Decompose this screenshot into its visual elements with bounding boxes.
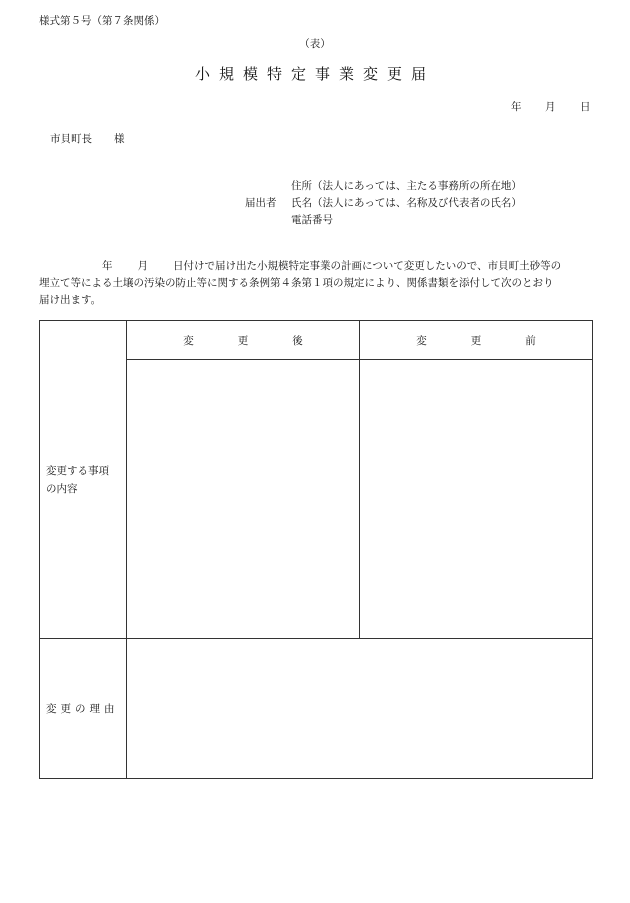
document-title: 小規模特定事業変更届	[194, 65, 435, 83]
reason-label-cell: 変更の理由	[40, 639, 127, 779]
after-change-cell[interactable]	[127, 360, 360, 639]
addressee-name: 市貝町長	[50, 133, 92, 145]
header-after-change: 変更後	[127, 321, 360, 360]
request-statement	[39, 258, 605, 309]
applicant-label: 届出者	[245, 197, 277, 209]
changed-items-label-line1: 変更する事項	[46, 464, 109, 477]
addressee	[50, 131, 125, 146]
changed-items-label-line2: の内容	[46, 482, 78, 495]
date-day-label: 日	[580, 101, 591, 113]
header-before-change: 変更前	[360, 321, 593, 360]
addressee-honorific: 様	[114, 133, 125, 145]
statement-line1: 日付けで届け出た小規模特定事業の計画について変更したいので、市貝町土砂等の	[173, 260, 562, 272]
applicant-phone: 電話番号	[291, 214, 333, 226]
change-details-table	[39, 320, 593, 779]
statement-month: 月	[137, 260, 148, 272]
side-label: （表）	[299, 38, 331, 50]
changed-items-label-cell	[40, 321, 127, 639]
date-month-label: 月	[545, 101, 556, 113]
before-change-cell[interactable]	[360, 360, 593, 639]
statement-line2: 埋立て等による土壌の汚染の防止等に関する条例第４条第１項の規定により、関係書類を添付して次のとおり	[39, 277, 554, 289]
form-number: 様式第５号（第７条関係）	[39, 15, 165, 27]
applicant-name: 氏名（法人にあっては、名称及び代表者の氏名）	[291, 197, 522, 209]
reason-cell[interactable]	[127, 639, 593, 779]
statement-line3: 届け出ます。	[39, 294, 102, 306]
statement-year: 年	[102, 260, 113, 272]
date-year-label: 年	[511, 101, 522, 113]
applicant-address: 住所（法人にあっては、主たる事務所の所在地）	[291, 180, 522, 192]
